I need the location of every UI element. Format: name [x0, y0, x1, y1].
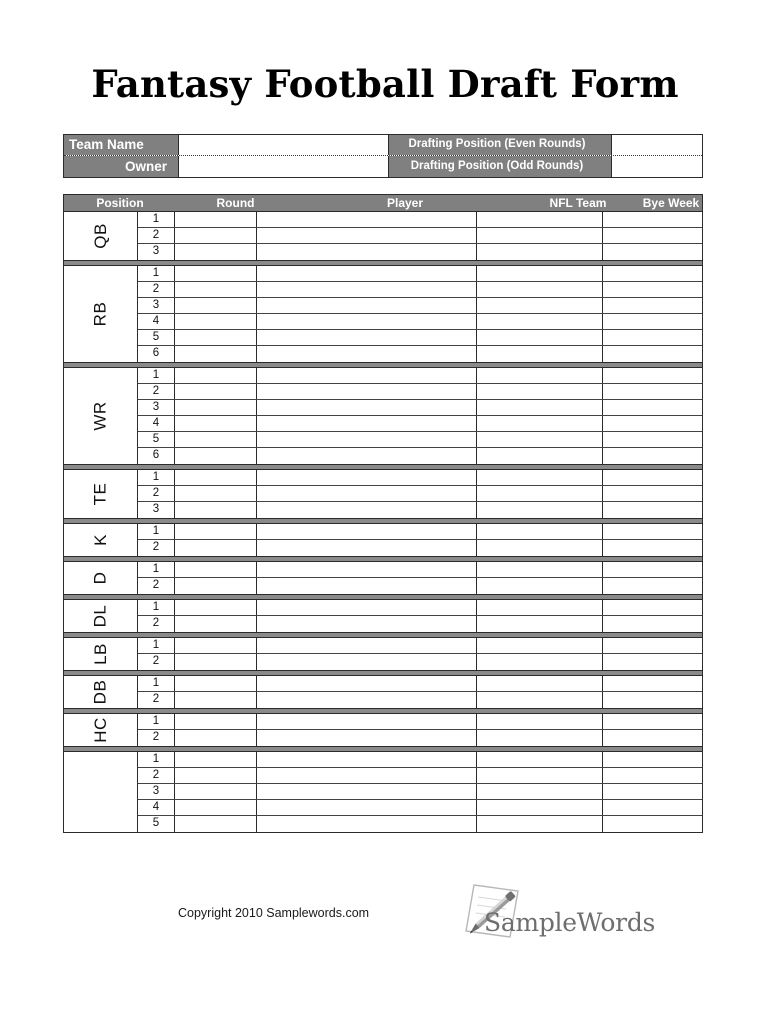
round-entry-cell[interactable]	[175, 638, 257, 653]
section-rows	[138, 600, 702, 632]
round-entry-cell[interactable]	[175, 244, 257, 260]
table-row	[138, 448, 702, 464]
position-label: QB	[90, 223, 110, 249]
round-entry-cell[interactable]	[175, 816, 257, 832]
player-cell[interactable]	[257, 470, 477, 485]
position-cell	[64, 562, 138, 594]
round-number-cell: 5	[138, 330, 175, 345]
position-section	[64, 524, 702, 556]
nfl-team-cell[interactable]	[477, 600, 603, 615]
bye-week-cell[interactable]	[603, 416, 702, 431]
section-rows	[138, 470, 702, 518]
round-number-cell: 1	[138, 752, 175, 767]
player-cell[interactable]	[257, 676, 477, 691]
nfl-team-cell[interactable]	[477, 448, 603, 464]
player-cell[interactable]	[257, 784, 477, 799]
round-entry-cell[interactable]	[175, 784, 257, 799]
table-row	[138, 816, 702, 832]
nfl-team-cell[interactable]	[477, 244, 603, 260]
table-row	[138, 616, 702, 632]
bye-week-cell[interactable]	[603, 800, 702, 815]
round-number-cell: 2	[138, 654, 175, 670]
bye-week-cell[interactable]	[603, 314, 702, 329]
round-entry-cell[interactable]	[175, 368, 257, 383]
table-row	[138, 400, 702, 416]
round-entry-cell[interactable]	[175, 730, 257, 746]
bye-week-cell[interactable]	[603, 432, 702, 447]
table-body	[64, 212, 702, 832]
section-rows	[138, 714, 702, 746]
player-cell[interactable]	[257, 298, 477, 313]
nfl-team-cell[interactable]	[477, 638, 603, 653]
round-entry-cell[interactable]	[175, 212, 257, 227]
nfl-team-cell[interactable]	[477, 714, 603, 729]
table-row	[138, 486, 702, 502]
player-cell[interactable]	[257, 282, 477, 297]
player-cell[interactable]	[257, 524, 477, 539]
table-header-row	[64, 195, 702, 212]
round-entry-cell[interactable]	[175, 314, 257, 329]
round-number-cell: 1	[138, 524, 175, 539]
position-cell	[64, 266, 138, 362]
position-label: DB	[90, 679, 110, 705]
column-header-bye-week: Bye Week	[642, 196, 700, 210]
table-row	[138, 692, 702, 708]
column-header-position: Position	[96, 196, 144, 210]
nfl-team-cell[interactable]	[477, 784, 603, 799]
round-number-cell: 3	[138, 502, 175, 518]
bye-week-cell[interactable]	[603, 244, 702, 260]
bye-week-cell[interactable]	[603, 330, 702, 345]
player-cell[interactable]	[257, 730, 477, 746]
bye-week-cell[interactable]	[603, 676, 702, 691]
round-entry-cell[interactable]	[175, 298, 257, 313]
section-rows	[138, 524, 702, 556]
round-number-cell: 1	[138, 562, 175, 577]
round-entry-cell[interactable]	[175, 616, 257, 632]
table-row	[138, 298, 702, 314]
position-section	[64, 752, 702, 832]
form-info-block	[63, 134, 703, 178]
round-number-cell: 2	[138, 282, 175, 297]
player-cell[interactable]	[257, 752, 477, 767]
position-section	[64, 600, 702, 632]
bye-week-cell[interactable]	[603, 714, 702, 729]
round-entry-cell[interactable]	[175, 470, 257, 485]
position-cell	[64, 368, 138, 464]
nfl-team-cell[interactable]	[477, 654, 603, 670]
section-rows	[138, 752, 702, 832]
nfl-team-cell[interactable]	[477, 486, 603, 501]
nfl-team-cell[interactable]	[477, 816, 603, 832]
player-cell[interactable]	[257, 432, 477, 447]
drafting-odd-label: Drafting Position (Odd Rounds)	[389, 156, 612, 177]
bye-week-cell[interactable]	[603, 562, 702, 577]
round-number-cell: 2	[138, 486, 175, 501]
nfl-team-cell[interactable]	[477, 692, 603, 708]
round-entry-cell[interactable]	[175, 768, 257, 783]
player-cell[interactable]	[257, 540, 477, 556]
round-entry-cell[interactable]	[175, 562, 257, 577]
nfl-team-cell[interactable]	[477, 800, 603, 815]
round-entry-cell[interactable]	[175, 578, 257, 594]
nfl-team-cell[interactable]	[477, 562, 603, 577]
bye-week-cell[interactable]	[603, 228, 702, 243]
bye-week-cell[interactable]	[603, 368, 702, 383]
team-name-label: Team Name	[64, 135, 179, 155]
nfl-team-cell[interactable]	[477, 298, 603, 313]
table-row	[138, 470, 702, 486]
player-cell[interactable]	[257, 768, 477, 783]
section-rows	[138, 368, 702, 464]
position-label: RB	[90, 301, 110, 327]
table-row	[138, 282, 702, 298]
nfl-team-cell[interactable]	[477, 228, 603, 243]
bye-week-cell[interactable]	[603, 266, 702, 281]
position-label: K	[90, 534, 110, 546]
round-number-cell: 4	[138, 314, 175, 329]
round-number-cell: 2	[138, 692, 175, 708]
round-number-cell: 2	[138, 730, 175, 746]
bye-week-cell[interactable]	[603, 298, 702, 313]
position-section	[64, 676, 702, 708]
bye-week-cell[interactable]	[603, 784, 702, 799]
table-row	[138, 432, 702, 448]
position-section	[64, 714, 702, 746]
nfl-team-cell[interactable]	[477, 730, 603, 746]
table-row	[138, 768, 702, 784]
table-row	[138, 384, 702, 400]
round-number-cell: 2	[138, 768, 175, 783]
bye-week-cell[interactable]	[603, 600, 702, 615]
samplewords-logo	[452, 881, 656, 943]
position-section	[64, 368, 702, 464]
position-label: LB	[90, 643, 110, 665]
position-cell	[64, 212, 138, 260]
position-label: HC	[90, 717, 110, 743]
round-number-cell: 2	[138, 384, 175, 399]
player-cell[interactable]	[257, 692, 477, 708]
table-row	[138, 784, 702, 800]
round-number-cell: 3	[138, 400, 175, 415]
drafting-odd-field[interactable]	[612, 156, 702, 177]
position-cell	[64, 638, 138, 670]
nfl-team-cell[interactable]	[477, 676, 603, 691]
round-number-cell: 4	[138, 800, 175, 815]
round-entry-cell[interactable]	[175, 266, 257, 281]
round-number-cell: 3	[138, 784, 175, 799]
position-cell	[64, 714, 138, 746]
round-entry-cell[interactable]	[175, 524, 257, 539]
position-section	[64, 638, 702, 670]
player-cell[interactable]	[257, 314, 477, 329]
position-section	[64, 212, 702, 260]
player-cell[interactable]	[257, 384, 477, 399]
section-rows	[138, 266, 702, 362]
position-cell	[64, 524, 138, 556]
bye-week-cell[interactable]	[603, 654, 702, 670]
player-cell[interactable]	[257, 448, 477, 464]
round-entry-cell[interactable]	[175, 432, 257, 447]
nfl-team-cell[interactable]	[477, 616, 603, 632]
player-cell[interactable]	[257, 266, 477, 281]
column-header-player: Player	[386, 196, 424, 210]
round-number-cell: 3	[138, 244, 175, 260]
round-number-cell: 1	[138, 470, 175, 485]
position-label: DL	[90, 604, 110, 628]
round-entry-cell[interactable]	[175, 692, 257, 708]
bye-week-cell[interactable]	[603, 448, 702, 464]
round-number-cell: 3	[138, 298, 175, 313]
nfl-team-cell[interactable]	[477, 266, 603, 281]
bye-week-cell[interactable]	[603, 692, 702, 708]
nfl-team-cell[interactable]	[477, 752, 603, 767]
nfl-team-cell[interactable]	[477, 540, 603, 556]
round-entry-cell[interactable]	[175, 502, 257, 518]
round-entry-cell[interactable]	[175, 540, 257, 556]
player-cell[interactable]	[257, 816, 477, 832]
player-cell[interactable]	[257, 600, 477, 615]
bye-week-cell[interactable]	[603, 816, 702, 832]
table-row	[138, 244, 702, 260]
copyright-notice: Copyright 2010 Samplewords.com	[178, 906, 370, 920]
table-row	[138, 524, 702, 540]
player-cell[interactable]	[257, 800, 477, 815]
player-cell[interactable]	[257, 400, 477, 415]
table-row	[138, 228, 702, 244]
bye-week-cell[interactable]	[603, 502, 702, 518]
position-cell	[64, 676, 138, 708]
round-entry-cell[interactable]	[175, 384, 257, 399]
round-number-cell: 4	[138, 416, 175, 431]
bye-week-cell[interactable]	[603, 540, 702, 556]
round-entry-cell[interactable]	[175, 416, 257, 431]
round-entry-cell[interactable]	[175, 330, 257, 345]
table-row	[138, 416, 702, 432]
player-cell[interactable]	[257, 578, 477, 594]
bye-week-cell[interactable]	[603, 578, 702, 594]
round-number-cell: 2	[138, 578, 175, 594]
round-number-cell: 6	[138, 346, 175, 362]
position-section	[64, 562, 702, 594]
bye-week-cell[interactable]	[603, 400, 702, 415]
nfl-team-cell[interactable]	[477, 470, 603, 485]
nfl-team-cell[interactable]	[477, 384, 603, 399]
player-cell[interactable]	[257, 330, 477, 345]
round-entry-cell[interactable]	[175, 676, 257, 691]
round-number-cell: 2	[138, 228, 175, 243]
draft-table	[63, 194, 703, 833]
round-entry-cell[interactable]	[175, 228, 257, 243]
round-number-cell: 1	[138, 368, 175, 383]
position-section	[64, 470, 702, 518]
bye-week-cell[interactable]	[603, 638, 702, 653]
round-number-cell: 2	[138, 540, 175, 556]
player-cell[interactable]	[257, 638, 477, 653]
round-number-cell: 5	[138, 432, 175, 447]
nfl-team-cell[interactable]	[477, 768, 603, 783]
table-row	[138, 212, 702, 228]
table-row	[138, 654, 702, 670]
position-cell	[64, 470, 138, 518]
player-cell[interactable]	[257, 502, 477, 518]
round-entry-cell[interactable]	[175, 346, 257, 362]
round-entry-cell[interactable]	[175, 486, 257, 501]
round-entry-cell[interactable]	[175, 400, 257, 415]
table-row	[138, 752, 702, 768]
bye-week-cell[interactable]	[603, 346, 702, 362]
nfl-team-cell[interactable]	[477, 346, 603, 362]
position-section	[64, 266, 702, 362]
table-row	[138, 314, 702, 330]
player-cell[interactable]	[257, 346, 477, 362]
table-row	[138, 800, 702, 816]
round-number-cell: 1	[138, 266, 175, 281]
nfl-team-cell[interactable]	[477, 400, 603, 415]
bye-week-cell[interactable]	[603, 752, 702, 767]
bye-week-cell[interactable]	[603, 384, 702, 399]
nfl-team-cell[interactable]	[477, 432, 603, 447]
bye-week-cell[interactable]	[603, 524, 702, 539]
table-row	[138, 562, 702, 578]
round-entry-cell[interactable]	[175, 448, 257, 464]
bye-week-cell[interactable]	[603, 212, 702, 227]
nfl-team-cell[interactable]	[477, 502, 603, 518]
player-cell[interactable]	[257, 368, 477, 383]
bye-week-cell[interactable]	[603, 282, 702, 297]
round-number-cell: 6	[138, 448, 175, 464]
table-row	[138, 600, 702, 616]
player-cell[interactable]	[257, 616, 477, 632]
info-row-team	[64, 135, 702, 156]
player-cell[interactable]	[257, 486, 477, 501]
table-row	[138, 330, 702, 346]
nfl-team-cell[interactable]	[477, 578, 603, 594]
owner-label: Owner	[64, 156, 179, 177]
section-rows	[138, 638, 702, 670]
nfl-team-cell[interactable]	[477, 368, 603, 383]
round-number-cell: 1	[138, 676, 175, 691]
bye-week-cell[interactable]	[603, 486, 702, 501]
section-rows	[138, 562, 702, 594]
table-row	[138, 266, 702, 282]
round-entry-cell[interactable]	[175, 282, 257, 297]
round-entry-cell[interactable]	[175, 800, 257, 815]
drafting-even-label: Drafting Position (Even Rounds)	[389, 135, 612, 155]
round-number-cell: 1	[138, 714, 175, 729]
section-rows	[138, 212, 702, 260]
nfl-team-cell[interactable]	[477, 314, 603, 329]
nfl-team-cell[interactable]	[477, 416, 603, 431]
bye-week-cell[interactable]	[603, 470, 702, 485]
logo-wordmark: SampleWords	[484, 908, 656, 937]
position-label: TE	[90, 482, 110, 506]
owner-field[interactable]	[179, 156, 389, 177]
round-entry-cell[interactable]	[175, 600, 257, 615]
table-row	[138, 578, 702, 594]
team-name-field[interactable]	[179, 135, 389, 155]
nfl-team-cell[interactable]	[477, 330, 603, 345]
position-cell	[64, 752, 138, 832]
drafting-even-field[interactable]	[612, 135, 702, 155]
player-cell[interactable]	[257, 228, 477, 243]
round-number-cell: 1	[138, 212, 175, 227]
bye-week-cell[interactable]	[603, 616, 702, 632]
round-number-cell: 2	[138, 616, 175, 632]
section-rows	[138, 676, 702, 708]
position-cell	[64, 600, 138, 632]
page-title: Fantasy Football Draft Form	[91, 62, 679, 106]
round-number-cell: 5	[138, 816, 175, 832]
player-cell[interactable]	[257, 244, 477, 260]
round-number-cell: 1	[138, 600, 175, 615]
table-row	[138, 368, 702, 384]
column-header-round: Round	[216, 196, 255, 210]
table-row	[138, 730, 702, 746]
nfl-team-cell[interactable]	[477, 212, 603, 227]
info-row-owner	[64, 156, 702, 177]
table-row	[138, 714, 702, 730]
column-header-nfl-team: NFL Team	[549, 196, 607, 210]
table-row	[138, 638, 702, 654]
nfl-team-cell[interactable]	[477, 282, 603, 297]
table-row	[138, 502, 702, 518]
player-cell[interactable]	[257, 416, 477, 431]
round-entry-cell[interactable]	[175, 752, 257, 767]
player-cell[interactable]	[257, 654, 477, 670]
position-label: D	[90, 571, 110, 585]
table-row	[138, 346, 702, 362]
round-entry-cell[interactable]	[175, 714, 257, 729]
player-cell[interactable]	[257, 562, 477, 577]
table-row	[138, 540, 702, 556]
round-number-cell: 1	[138, 638, 175, 653]
nfl-team-cell[interactable]	[477, 524, 603, 539]
player-cell[interactable]	[257, 714, 477, 729]
bye-week-cell[interactable]	[603, 730, 702, 746]
table-row	[138, 676, 702, 692]
bye-week-cell[interactable]	[603, 768, 702, 783]
player-cell[interactable]	[257, 212, 477, 227]
position-label: WR	[90, 401, 110, 431]
round-entry-cell[interactable]	[175, 654, 257, 670]
